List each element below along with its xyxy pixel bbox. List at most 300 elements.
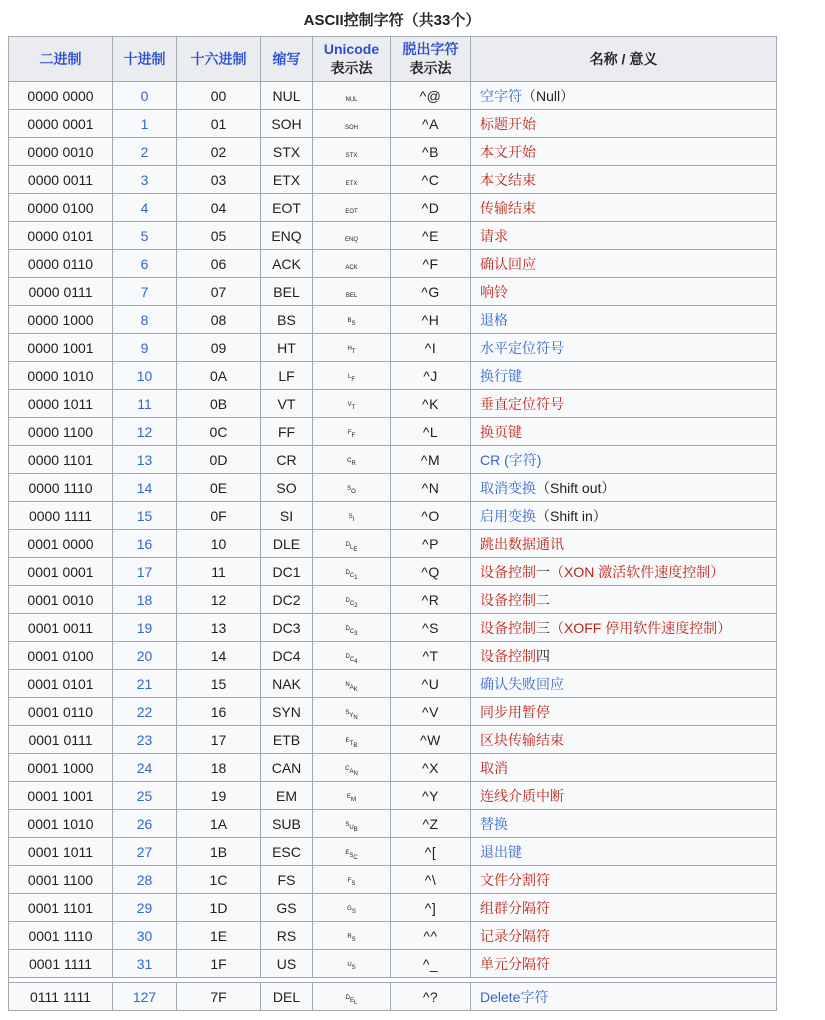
name-redlink[interactable]: 设备控制 xyxy=(480,563,536,580)
decimal-link[interactable]: 16 xyxy=(136,535,153,552)
binary-cell: 0001 0011 xyxy=(9,614,113,642)
unicode-control-picture-icon: EOT xyxy=(345,208,358,215)
binary-cell: 0111 1111 xyxy=(9,983,113,1011)
col-header-hex xyxy=(177,37,261,82)
binary-cell: 0000 0111 xyxy=(9,278,113,306)
decimal-link[interactable]: 21 xyxy=(136,675,153,692)
hex-cell: 19 xyxy=(177,782,261,810)
hex-cell: 1C xyxy=(177,866,261,894)
decimal-link[interactable]: 26 xyxy=(136,815,153,832)
decimal-cell xyxy=(113,166,177,194)
decimal-link[interactable]: 9 xyxy=(140,339,149,356)
decimal-link[interactable]: 31 xyxy=(136,955,153,972)
caret-notation: ^Q xyxy=(421,563,440,580)
caret-notation: ^I xyxy=(424,339,437,356)
name-redlink[interactable]: 取消 xyxy=(480,759,508,776)
binary-cell: 0000 1011 xyxy=(9,390,113,418)
unicode-control-picture-icon: VT xyxy=(347,402,356,411)
name-redlink[interactable]: 换页键 xyxy=(480,423,522,440)
hex-cell: 10 xyxy=(177,530,261,558)
hex-cell: 04 xyxy=(177,194,261,222)
escape-cell xyxy=(391,983,471,1011)
decimal-link[interactable]: 127 xyxy=(132,988,157,1005)
binary-cell: 0000 1100 xyxy=(9,418,113,446)
escape-cell xyxy=(391,502,471,530)
escape-cell xyxy=(391,166,471,194)
name-redlink[interactable]: 同步用暂停 xyxy=(480,703,550,720)
decimal-header-link[interactable]: 十进制 xyxy=(123,50,166,67)
unicode-control-picture-icon: GS xyxy=(347,906,356,915)
name-redlink[interactable]: （XON 激活软件速度控制） xyxy=(550,563,725,580)
decimal-cell xyxy=(113,586,177,614)
unicode-cell xyxy=(313,810,391,838)
binary-cell: 0001 1001 xyxy=(9,782,113,810)
decimal-link[interactable]: 22 xyxy=(136,703,153,720)
unicode-control-picture-icon: DC2 xyxy=(345,598,358,609)
hex-cell: 05 xyxy=(177,222,261,250)
hex-header-link[interactable]: 十六进制 xyxy=(190,50,247,67)
unicode-cell xyxy=(313,82,391,110)
decimal-link[interactable]: 7 xyxy=(140,283,149,300)
unicode-cell xyxy=(313,894,391,922)
hex-cell: 01 xyxy=(177,110,261,138)
hex-cell: 08 xyxy=(177,306,261,334)
name-redlink[interactable]: 设备控制 xyxy=(480,647,536,664)
name-cell xyxy=(471,250,777,278)
caret-notation: ^D xyxy=(421,199,440,216)
hex-cell: 1A xyxy=(177,810,261,838)
decimal-cell xyxy=(113,810,177,838)
unicode-control-picture-icon: NUL xyxy=(345,96,358,103)
escape-cell xyxy=(391,922,471,950)
decimal-link[interactable]: 25 xyxy=(136,787,153,804)
name-link[interactable]: 换行键 xyxy=(480,367,522,384)
col-header-name xyxy=(471,37,777,82)
name-cell xyxy=(471,166,777,194)
abbr-cell: NUL xyxy=(261,82,313,110)
unicode-control-picture-icon: FS xyxy=(347,878,356,887)
unicode-header-sub: 表示法 xyxy=(330,60,373,76)
name-cell xyxy=(471,754,777,782)
caret-notation: ^X xyxy=(422,759,439,776)
decimal-link[interactable]: 23 xyxy=(136,731,153,748)
decimal-link[interactable]: 2 xyxy=(140,143,149,160)
abbr-cell: SO xyxy=(261,474,313,502)
unicode-cell xyxy=(313,250,391,278)
decimal-cell xyxy=(113,726,177,754)
binary-cell: 0000 1110 xyxy=(9,474,113,502)
table-row xyxy=(9,670,777,698)
table-row xyxy=(9,698,777,726)
decimal-link[interactable]: 1 xyxy=(140,115,149,132)
hex-cell: 16 xyxy=(177,698,261,726)
unicode-cell xyxy=(313,390,391,418)
escape-cell xyxy=(391,782,471,810)
caret-notation: ^B xyxy=(422,143,439,160)
escape-cell xyxy=(391,82,471,110)
name-cell xyxy=(471,726,777,754)
decimal-cell xyxy=(113,754,177,782)
table-row xyxy=(9,922,777,950)
caret-notation: ^N xyxy=(421,479,440,496)
hex-cell: 7F xyxy=(177,983,261,1011)
decimal-cell xyxy=(113,418,177,446)
table-row xyxy=(9,950,777,978)
abbr-cell: GS xyxy=(261,894,313,922)
decimal-link[interactable]: 0 xyxy=(140,87,149,104)
unicode-control-picture-icon: CAN xyxy=(345,766,358,777)
caret-notation: ^M xyxy=(420,451,441,468)
name-link[interactable]: CR (字符) xyxy=(480,451,542,468)
escape-cell xyxy=(391,194,471,222)
binary-cell: 0001 1011 xyxy=(9,838,113,866)
name-cell xyxy=(471,278,777,306)
abbr-cell: NAK xyxy=(261,670,313,698)
name-redlink[interactable]: 响铃 xyxy=(480,283,508,300)
unicode-cell xyxy=(313,362,391,390)
escape-cell xyxy=(391,418,471,446)
binary-cell: 0000 1000 xyxy=(9,306,113,334)
decimal-link[interactable]: 3 xyxy=(140,171,149,188)
unicode-control-picture-icon: HT xyxy=(347,346,356,355)
decimal-link[interactable]: 10 xyxy=(136,367,153,384)
table-row xyxy=(9,726,777,754)
unicode-control-picture-icon: DC1 xyxy=(345,570,358,581)
binary-cell: 0000 0110 xyxy=(9,250,113,278)
name-cell xyxy=(471,838,777,866)
name-link[interactable]: 确认失败回应 xyxy=(480,675,564,692)
col-header-abbr xyxy=(261,37,313,82)
name-link[interactable]: Delete字符 xyxy=(480,988,549,1005)
table-row xyxy=(9,502,777,530)
escape-cell xyxy=(391,866,471,894)
table-row xyxy=(9,306,777,334)
name-cell xyxy=(471,894,777,922)
decimal-link[interactable]: 5 xyxy=(140,227,149,244)
decimal-link[interactable]: 8 xyxy=(140,311,149,328)
unicode-cell xyxy=(313,614,391,642)
unicode-control-picture-icon: STX xyxy=(345,152,358,159)
name-link[interactable]: 启用变换 xyxy=(480,507,536,524)
binary-cell: 0001 1100 xyxy=(9,866,113,894)
name-redlink[interactable]: 请求 xyxy=(480,227,508,244)
caret-notation: ^] xyxy=(424,899,437,916)
name-cell xyxy=(471,334,777,362)
caret-notation: ^O xyxy=(421,507,440,524)
table-row xyxy=(9,754,777,782)
abbr-cell: FF xyxy=(261,418,313,446)
unicode-control-picture-icon: ENQ xyxy=(344,236,359,243)
escape-cell xyxy=(391,950,471,978)
binary-cell: 0001 1000 xyxy=(9,754,113,782)
unicode-cell xyxy=(313,278,391,306)
col-header-unicode xyxy=(313,37,391,82)
hex-cell: 0E xyxy=(177,474,261,502)
decimal-link[interactable]: 18 xyxy=(136,591,153,608)
abbr-cell: STX xyxy=(261,138,313,166)
binary-cell: 0001 0001 xyxy=(9,558,113,586)
name-cell xyxy=(471,530,777,558)
unicode-cell xyxy=(313,418,391,446)
name-redlink[interactable]: 设备控制 xyxy=(480,591,536,608)
escape-cell xyxy=(391,110,471,138)
caret-notation: ^Z xyxy=(422,815,439,832)
hex-cell: 0C xyxy=(177,418,261,446)
caret-notation: ^U xyxy=(421,675,440,692)
abbr-cell: VT xyxy=(261,390,313,418)
decimal-cell xyxy=(113,558,177,586)
decimal-cell xyxy=(113,698,177,726)
binary-cell: 0001 0101 xyxy=(9,670,113,698)
name-text: 四 xyxy=(536,647,550,664)
caret-notation: ^L xyxy=(422,423,439,440)
name-redlink[interactable]: 区块传输结束 xyxy=(480,731,564,748)
hex-cell: 0F xyxy=(177,502,261,530)
name-cell xyxy=(471,194,777,222)
binary-cell: 0001 0110 xyxy=(9,698,113,726)
binary-cell: 0000 0001 xyxy=(9,110,113,138)
name-cell xyxy=(471,586,777,614)
binary-cell: 0000 0100 xyxy=(9,194,113,222)
escape-cell xyxy=(391,474,471,502)
caret-notation: ^T xyxy=(422,647,439,664)
abbr-cell: DLE xyxy=(261,530,313,558)
decimal-link[interactable]: 15 xyxy=(136,507,153,524)
decimal-cell xyxy=(113,838,177,866)
escape-cell xyxy=(391,698,471,726)
name-link[interactable]: 替换 xyxy=(480,815,508,832)
name-redlink[interactable]: 单元分隔符 xyxy=(480,955,550,972)
escape-cell xyxy=(391,558,471,586)
escape-cell xyxy=(391,250,471,278)
caret-notation: ^J xyxy=(423,367,438,384)
decimal-cell xyxy=(113,950,177,978)
binary-cell: 0000 0000 xyxy=(9,82,113,110)
table-row xyxy=(9,782,777,810)
name-redlink[interactable]: （XOFF 停用软件速度控制） xyxy=(550,619,732,636)
decimal-cell xyxy=(113,82,177,110)
abbr-cell: EM xyxy=(261,782,313,810)
escape-cell xyxy=(391,838,471,866)
hex-cell: 1D xyxy=(177,894,261,922)
unicode-control-picture-icon: ETX xyxy=(345,180,358,187)
abbr-cell: SUB xyxy=(261,810,313,838)
name-cell xyxy=(471,138,777,166)
decimal-link[interactable]: 11 xyxy=(137,395,152,412)
decimal-link[interactable]: 6 xyxy=(140,255,149,272)
unicode-control-picture-icon: SO xyxy=(347,486,356,495)
name-link[interactable]: 取消变换 xyxy=(480,479,536,496)
name-cell xyxy=(471,362,777,390)
name-redlink[interactable]: 传输结束 xyxy=(480,199,536,216)
name-cell xyxy=(471,698,777,726)
table-row xyxy=(9,894,777,922)
unicode-cell xyxy=(313,138,391,166)
binary-cell: 0000 1101 xyxy=(9,446,113,474)
name-redlink[interactable]: 跳出数据通讯 xyxy=(480,535,564,552)
decimal-link[interactable]: 4 xyxy=(140,199,149,216)
hex-cell: 06 xyxy=(177,250,261,278)
table-row xyxy=(9,446,777,474)
decimal-link[interactable]: 14 xyxy=(136,479,153,496)
name-redlink[interactable]: 标题开始 xyxy=(480,115,536,132)
table-row xyxy=(9,138,777,166)
decimal-cell xyxy=(113,983,177,1011)
caret-notation: ^Y xyxy=(422,787,439,804)
name-text: 二 xyxy=(536,591,550,608)
escape-cell xyxy=(391,278,471,306)
decimal-cell xyxy=(113,670,177,698)
table-row xyxy=(9,166,777,194)
decimal-cell xyxy=(113,138,177,166)
decimal-cell xyxy=(113,446,177,474)
name-redlink[interactable]: 连线介质中断 xyxy=(480,787,564,804)
table-row xyxy=(9,866,777,894)
escape-cell xyxy=(391,810,471,838)
name-redlink[interactable]: 本文开始 xyxy=(480,143,536,160)
binary-cell: 0001 1110 xyxy=(9,922,113,950)
escape-cell xyxy=(391,586,471,614)
table-row xyxy=(9,110,777,138)
name-cell xyxy=(471,614,777,642)
caret-notation: ^A xyxy=(422,115,439,132)
abbr-cell: RS xyxy=(261,922,313,950)
unicode-cell xyxy=(313,950,391,978)
escape-header-sub: 表示法 xyxy=(409,60,452,76)
unicode-cell xyxy=(313,782,391,810)
name-cell xyxy=(471,82,777,110)
hex-cell: 12 xyxy=(177,586,261,614)
unicode-header-link[interactable]: Unicode xyxy=(323,41,380,57)
decimal-link[interactable]: 29 xyxy=(136,899,153,916)
name-cell xyxy=(471,983,777,1011)
abbr-cell: ETB xyxy=(261,726,313,754)
escape-cell xyxy=(391,726,471,754)
decimal-cell xyxy=(113,866,177,894)
decimal-cell xyxy=(113,922,177,950)
abbr-cell: ESC xyxy=(261,838,313,866)
unicode-control-picture-icon: LF xyxy=(347,374,355,383)
hex-cell: 0D xyxy=(177,446,261,474)
name-link[interactable]: 退出键 xyxy=(480,843,522,860)
decimal-cell xyxy=(113,110,177,138)
unicode-cell xyxy=(313,194,391,222)
decimal-link[interactable]: 20 xyxy=(136,647,153,664)
decimal-link[interactable]: 27 xyxy=(136,843,153,860)
hex-cell: 15 xyxy=(177,670,261,698)
unicode-control-picture-icon: ESC xyxy=(345,850,358,861)
decimal-link[interactable]: 30 xyxy=(136,927,153,944)
name-link[interactable]: 空字符 xyxy=(480,87,522,104)
caret-notation: ^G xyxy=(421,283,440,300)
abbr-cell: HT xyxy=(261,334,313,362)
name-cell xyxy=(471,110,777,138)
name-link[interactable]: 退格 xyxy=(480,311,508,328)
decimal-cell xyxy=(113,278,177,306)
name-cell xyxy=(471,922,777,950)
name-cell xyxy=(471,390,777,418)
name-redlink[interactable]: 文件分割符 xyxy=(480,871,550,888)
abbr-cell: FS xyxy=(261,866,313,894)
name-cell xyxy=(471,222,777,250)
name-redlink[interactable]: 设备控制 xyxy=(480,619,536,636)
unicode-cell xyxy=(313,642,391,670)
abbr-cell: SYN xyxy=(261,698,313,726)
unicode-control-picture-icon: RS xyxy=(347,934,356,943)
decimal-link[interactable]: 12 xyxy=(136,423,153,440)
caret-notation: ^? xyxy=(422,988,439,1005)
unicode-cell xyxy=(313,698,391,726)
name-cell xyxy=(471,810,777,838)
abbr-header-link[interactable]: 缩写 xyxy=(272,50,301,67)
table-row xyxy=(9,983,777,1011)
name-redlink[interactable]: 组群分隔符 xyxy=(480,899,550,916)
unicode-cell xyxy=(313,110,391,138)
binary-header-link[interactable]: 二进制 xyxy=(39,50,82,67)
decimal-link[interactable]: 24 xyxy=(136,759,153,776)
caret-notation: ^W xyxy=(420,731,441,748)
name-cell xyxy=(471,502,777,530)
unicode-control-picture-icon: ETB xyxy=(345,738,358,749)
unicode-control-picture-icon: DLE xyxy=(345,542,358,553)
table-row xyxy=(9,334,777,362)
unicode-cell xyxy=(313,474,391,502)
unicode-cell xyxy=(313,726,391,754)
name-redlink[interactable]: 本文结束 xyxy=(480,171,536,188)
abbr-cell: US xyxy=(261,950,313,978)
abbr-cell: LF xyxy=(261,362,313,390)
name-link[interactable]: 水平定位符号 xyxy=(480,339,564,356)
unicode-cell xyxy=(313,446,391,474)
name-text: （Shift in） xyxy=(536,507,607,524)
ascii-table-body xyxy=(9,82,777,1011)
escape-header-link[interactable]: 脱出字符 xyxy=(402,41,459,57)
unicode-control-picture-icon: CR xyxy=(347,458,356,467)
caret-notation: ^C xyxy=(421,171,440,188)
escape-cell xyxy=(391,222,471,250)
decimal-link[interactable]: 13 xyxy=(136,451,153,468)
name-redlink[interactable]: 记录分隔符 xyxy=(480,927,550,944)
binary-cell: 0001 0010 xyxy=(9,586,113,614)
abbr-cell: SOH xyxy=(261,110,313,138)
caret-notation: ^K xyxy=(422,395,439,412)
abbr-cell: DC1 xyxy=(261,558,313,586)
decimal-cell xyxy=(113,502,177,530)
name-cell xyxy=(471,866,777,894)
table-row xyxy=(9,838,777,866)
caret-notation: ^_ xyxy=(422,955,439,972)
decimal-link[interactable]: 28 xyxy=(136,871,153,888)
name-redlink[interactable]: 垂直定位符号 xyxy=(480,395,564,412)
hex-cell: 0B xyxy=(177,390,261,418)
unicode-cell xyxy=(313,586,391,614)
unicode-cell xyxy=(313,222,391,250)
unicode-control-picture-icon: DC4 xyxy=(345,654,358,665)
name-redlink[interactable]: 确认回应 xyxy=(480,255,536,272)
decimal-link[interactable]: 19 xyxy=(136,619,153,636)
decimal-link[interactable]: 17 xyxy=(136,563,153,580)
caret-notation: ^@ xyxy=(419,87,442,104)
col-header-decimal xyxy=(113,37,177,82)
unicode-control-picture-icon: SYN xyxy=(345,710,358,721)
col-header-binary xyxy=(9,37,113,82)
hex-cell: 1B xyxy=(177,838,261,866)
escape-cell xyxy=(391,446,471,474)
decimal-cell xyxy=(113,530,177,558)
unicode-control-picture-icon: BS xyxy=(347,318,356,327)
table-row xyxy=(9,362,777,390)
hex-cell: 18 xyxy=(177,754,261,782)
